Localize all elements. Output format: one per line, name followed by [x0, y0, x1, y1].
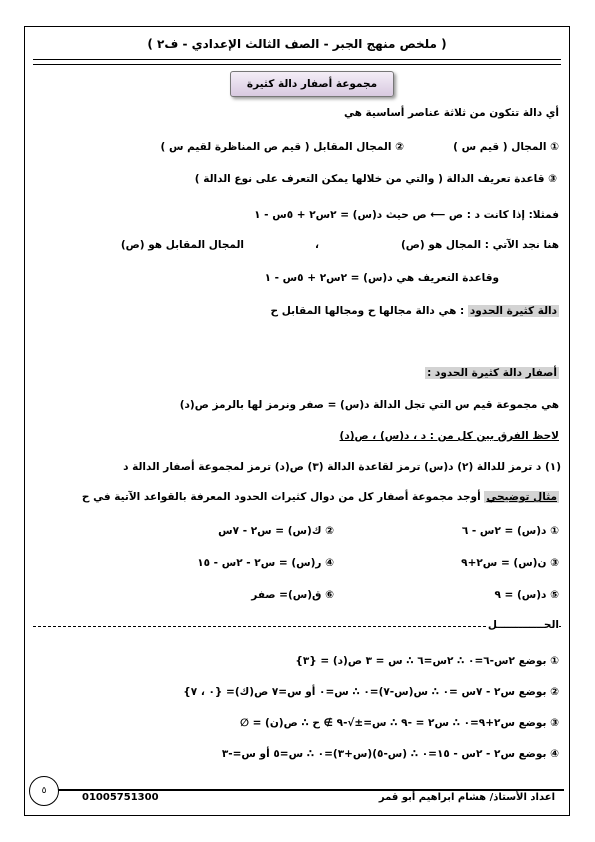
solution-3: ③ بوضع س٢+٩=٠ ∴ س٢ = -٩ ∴ س=±√-٩ ∌ ح ∴ ص(ن) = ∅	[239, 717, 559, 729]
exercise-4: ④ ر(س) = س٢ - ٢س - ١٥	[197, 557, 334, 569]
poly-label: دالة كثيرة الحدود	[469, 305, 557, 317]
exercise-5: ⑤ د(س) = ٩	[494, 589, 559, 601]
solution-heading: الحـــــــــــــل	[487, 619, 559, 631]
example-label: مثال توضيحي	[486, 491, 557, 503]
line-note: لاحظ الفرق بين كل من : د ، د(س) ، ص(د)	[339, 430, 559, 442]
line-example-task	[82, 491, 559, 503]
exercise-3: ③ ن(س) = س٢+٩	[461, 557, 559, 569]
line-comma: ،	[315, 239, 319, 251]
exercise-6: ⑥ ق(س)= صفر	[251, 589, 334, 601]
line-rule: ③ قاعدة تعريف الدالة ( والتي من خلالها يمكن التعرف على نوع الدالة )	[194, 173, 557, 185]
line-domain: ① المجال ( قيم س )	[453, 141, 559, 153]
solution-4: ④ بوضع س٢ - ٢س - ١٥=٠ ∴ (س-٥)(س+٣)=٠ ∴ س=٥ أو س=-٣	[221, 748, 559, 760]
line-zeros-heading	[425, 367, 559, 379]
page-frame	[24, 26, 570, 816]
solution-1: ① بوضع ٢س-٦=٠ ∴ ٢س=٦ ∴ س = ٣ ص(د) = {٣}	[295, 655, 559, 667]
dashed-rule	[33, 626, 561, 627]
line-poly-def	[271, 305, 559, 317]
line-intro: أي دالة تتكون من ثلاثة عناصر أساسية هي	[344, 107, 559, 119]
example-task-text: أوجد مجموعة أصفار كل من دوال كثيرات الحدود المعرفة بالقواعد الآتية في ح	[81, 491, 481, 503]
line-zeros-def: هي مجموعة قيم س التي تجل الدالة د(س) = صفر ونرمز لها بالرمز ص(د)	[179, 399, 559, 411]
footer-author: اعداد الأستاذ/ هشام ابراهيم أبو قمر	[378, 792, 555, 803]
exercise-1: ① د(س) = ٢س - ٦	[461, 525, 559, 537]
page-number: ٥	[29, 776, 59, 806]
line-domain-found: هنا نجد الآتي : المجال هو (ص)	[401, 239, 559, 251]
poly-def-text: : هي دالة مجالها ح ومجالها المقابل ح	[270, 305, 465, 317]
zeros-heading: أصفار دالة كثيرة الحدود :	[427, 367, 557, 379]
footer-phone: 01005751300	[82, 792, 159, 803]
line-symbols: (١) د ترمز للدالة (٢) د(س) ترمز لقاعدة الدالة (٣) ص(د) ترمز لمجموعة أصفار الدالة د	[123, 461, 561, 473]
line-rule-found: وقاعدة التعريف هي د(س) = ٢س٢ + ٥س - ١	[264, 272, 499, 284]
exercise-2: ② ك(س) = س٢ - ٧س	[218, 525, 334, 537]
solution-2: ② بوضع س٢ - ٧س =٠ ∴ س(س-٧)=٠ ∴ س=٠ أو س=٧ ص(ك)= {٠ ، ٧}	[183, 686, 559, 698]
double-rule	[33, 59, 561, 65]
line-codomain: ② المجال المقابل ( قيم ص المناظرة لقيم س )	[160, 141, 404, 153]
footer-rule	[30, 789, 564, 791]
section-title: مجموعة أصفار دالة كثيرة	[230, 71, 394, 97]
line-codomain-found: المجال المقابل هو (ص)	[120, 239, 244, 251]
line-example: فمثلا: إذا كانت د : ص ⟵ ص حيث د(س) = ٢س٢ + ٥س - ١	[254, 209, 559, 221]
page-header: ( ملخص منهج الجبر - الصف الثالث الإعدادي - ف٢ )	[147, 37, 447, 51]
